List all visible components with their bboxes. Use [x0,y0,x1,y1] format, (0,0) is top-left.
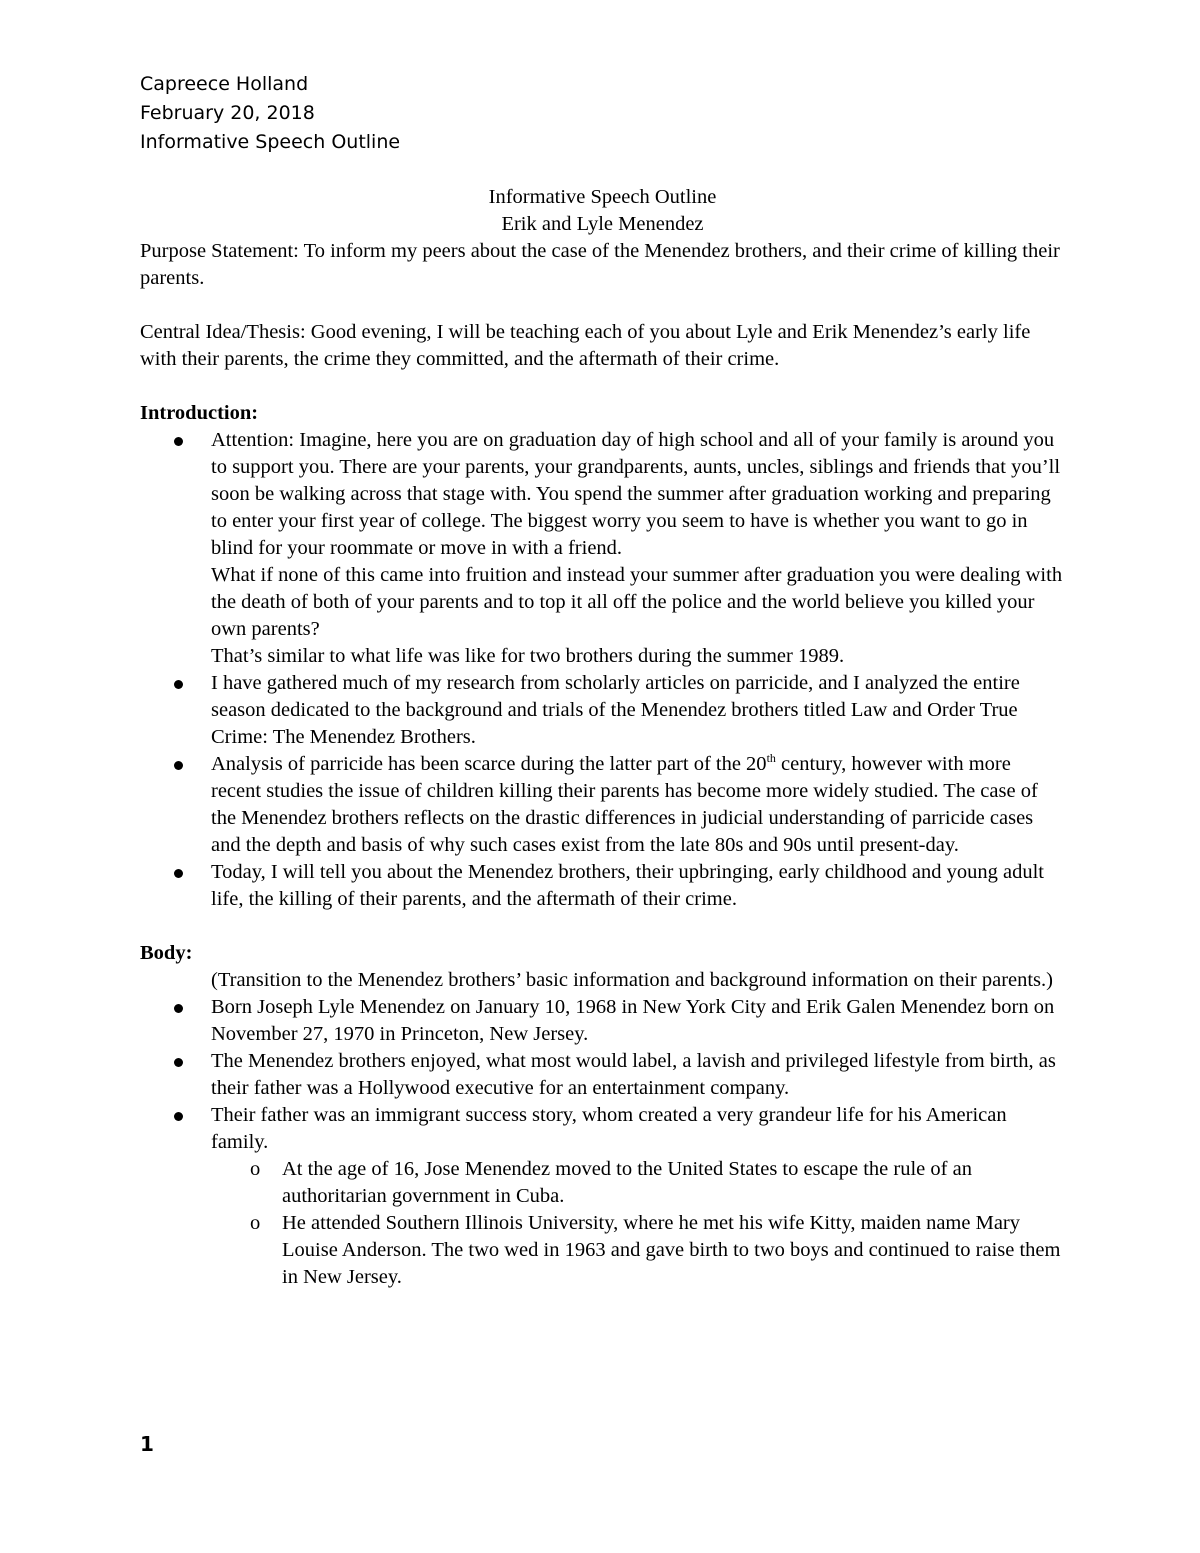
list-item [140,670,1065,751]
research-credibility: I have gathered much of my research from scholarly articles on parricide, and I analyzed the entire season dedicated to the background and trials of the Menendez brothers titled Law and Order True Crime: The Menendez Brothers. [211,672,1020,748]
document-type: Informative Speech Outline [140,131,401,153]
list-item: Their father was an immigrant success story, whom created a very grandeur life for his American family. [140,1102,1065,1156]
attention-paragraph-2: What if none of this came into fruition and instead your summer after graduation you were dealing with the death of both of your parents and to top it all off the police and the world believe you killed your own parents? [211,564,1063,640]
body-sublist [140,1156,1065,1291]
body-heading: Body: [140,942,193,964]
body-transition: (Transition to the Menendez brothers’ basic information and background information on their parents.) [211,969,1053,991]
preview-statement: Today, I will tell you about the Menendez brothers, their upbringing, early childhood and young adult life, the killing of their parents, and the aftermath of their crime. [211,861,1044,910]
bullet-icon [174,869,183,878]
bullet-icon [174,680,183,689]
circle-bullet-icon: o [250,1212,261,1234]
body-list [140,994,1065,1156]
bullet-icon [174,761,183,770]
list-item [140,751,1065,859]
title-line-2: Erik and Lyle Menendez [501,213,704,235]
circle-bullet-icon: o [250,1158,261,1180]
list-item: The Menendez brothers enjoyed, what most would label, a lavish and privileged lifestyle from birth, as their father was a Hollywood executive for an entertainment company. [140,1048,1065,1102]
sub-list-item: o At the age of 16, Jose Menendez moved to the United States to escape the rule of an authoritarian government in Cuba. [250,1158,972,1207]
title-line-1: Informative Speech Outline [488,186,717,208]
attention-paragraph-3: That’s similar to what life was like for two brothers during the summer 1989. [211,645,845,667]
bullet-icon [174,1058,183,1067]
document-date: February 20, 2018 [140,102,315,124]
list-item [140,427,1065,670]
list-item: Born Joseph Lyle Menendez on January 10, 1968 in New York City and Erik Galen Menendez born on November 27, 1970 in Princeton, New Jersey. [140,994,1065,1048]
thesis-statement: Central Idea/Thesis: Good evening, I will be teaching each of you about Lyle and Erik Menendez’s early life with their parents, the crime they committed, and the aftermath of their crime. [140,321,1031,370]
bullet-icon [174,437,183,446]
document-header [140,70,400,157]
list-item [140,859,1065,913]
author-name: Capreece Holland [140,73,309,95]
introduction-heading: Introduction: [140,402,259,424]
page-number: 1 [140,1432,154,1456]
bullet-icon [174,1004,183,1013]
introduction-list [140,427,1065,913]
purpose-statement: Purpose Statement: To inform my peers about the case of the Menendez brothers, and their crime of killing their parents. [140,240,1060,289]
attention-paragraph-1: Attention: Imagine, here you are on graduation day of high school and all of your family is around you to support you. There are your parents, your grandparents, aunts, uncles, siblings and friends that you’ll soon be walking across that stage with. You spend the summer after graduation working and preparing to enter your first year of college. The biggest worry you seem to have is whether you want to go in blind for your roommate or move in with a friend. [211,429,1061,559]
document-body [140,184,1065,1291]
sub-list-item: o He attended Southern Illinois University, where he met his wife Kitty, maiden name Mary Louise Anderson. The two wed in 1963 and gave birth to two boys and continued to raise them in New Jersey. [250,1212,1061,1288]
parricide-analysis: Analysis of parricide has been scarce during the latter part of the 20th century, however with more recent studies the issue of children killing their parents has become more widely studied. The case of the Menendez brothers reflects on the drastic differences in judicial understanding of parricide cases and the depth and basis of why such cases exist from the late 80s and 90s until present-day. [211,751,1038,856]
bullet-icon [174,1112,183,1121]
